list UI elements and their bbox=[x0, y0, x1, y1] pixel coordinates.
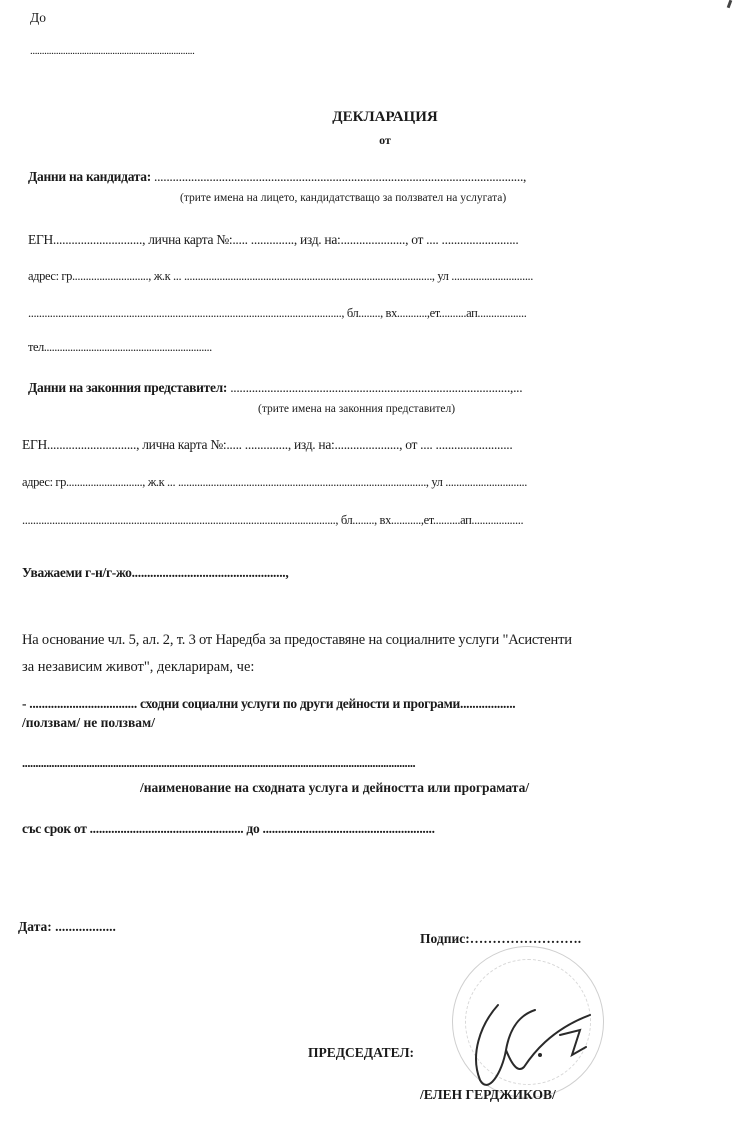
service-name-note: /наименование на сходната услуга и дейността или програмата/ bbox=[140, 780, 530, 795]
representative-label: Данни на законния представител: bbox=[28, 380, 228, 395]
term-line: със срок от .................................................. до ........................................................ bbox=[22, 821, 435, 836]
scan-mark bbox=[727, 0, 733, 8]
candidate-name-line: ........................................................................................................................, bbox=[150, 169, 527, 184]
representative-name-line: ...........................................................................................,... bbox=[227, 380, 523, 395]
handwritten-signature bbox=[440, 955, 610, 1105]
service-choice-note: /ползвам/ не ползвам/ bbox=[22, 715, 155, 730]
document-subtitle: от bbox=[379, 133, 391, 147]
body-paragraph-line-1: На основание чл. 5, ал. 2, т. 3 от Наредба за предоставяне на социалните услуги "Асистенти bbox=[22, 632, 572, 648]
representative-name-note: (трите имена на законния представител) bbox=[258, 403, 456, 415]
candidate-address-line: адрес: гр............................, ж.к ... ..........................................................................................., ул .............................. bbox=[28, 269, 533, 283]
candidate-address-line-2: ..................................................................................................................., бл........, вх...........,ет..........ап.................. bbox=[28, 306, 527, 320]
representative-name-row bbox=[28, 381, 522, 395]
representative-address-line-2: ..................................................................................................................., бл........, вх...........,ет..........ап................... bbox=[22, 513, 524, 527]
candidate-label: Данни на кандидата: bbox=[28, 169, 151, 184]
body-paragraph-line-2: за независим живот", декларирам, че: bbox=[22, 659, 255, 675]
salutation: Уважаеми г-н/г-жо.................................................., bbox=[22, 565, 289, 580]
chairman-name: /ЕЛЕН ГЕРДЖИКОВ/ bbox=[420, 1087, 556, 1102]
candidate-id-line: ЕГН............................., лична карта №:..... .............., изд. на:....................., от .... ......................... bbox=[28, 232, 519, 247]
service-choice-line: - ................................... сходни социални услуги по други дейности и програми.................. bbox=[22, 696, 516, 711]
candidate-name-note: (трите имена на лицето, кандидатстващо за ползвател на услугата) bbox=[180, 192, 507, 204]
to-label: До bbox=[30, 10, 46, 25]
document-title: ДЕКЛАРАЦИЯ bbox=[332, 109, 438, 125]
candidate-phone-line: тел................................................................ bbox=[28, 340, 212, 354]
to-line: ...................................................................... bbox=[30, 45, 195, 57]
representative-address-line: адрес: гр............................, ж.к ... ..........................................................................................., ул .............................. bbox=[22, 475, 527, 489]
date-line: Дата: .................. bbox=[18, 919, 116, 934]
candidate-name-row bbox=[28, 170, 526, 184]
chairman-label: ПРЕДСЕДАТЕЛ: bbox=[308, 1045, 415, 1060]
service-name-line: ................................................................................................................................................... bbox=[22, 756, 416, 770]
signature-line: Подпис:……………………. bbox=[420, 931, 582, 946]
representative-id-line: ЕГН............................., лична карта №:..... .............., изд. на:....................., от .... ......................... bbox=[22, 437, 513, 452]
